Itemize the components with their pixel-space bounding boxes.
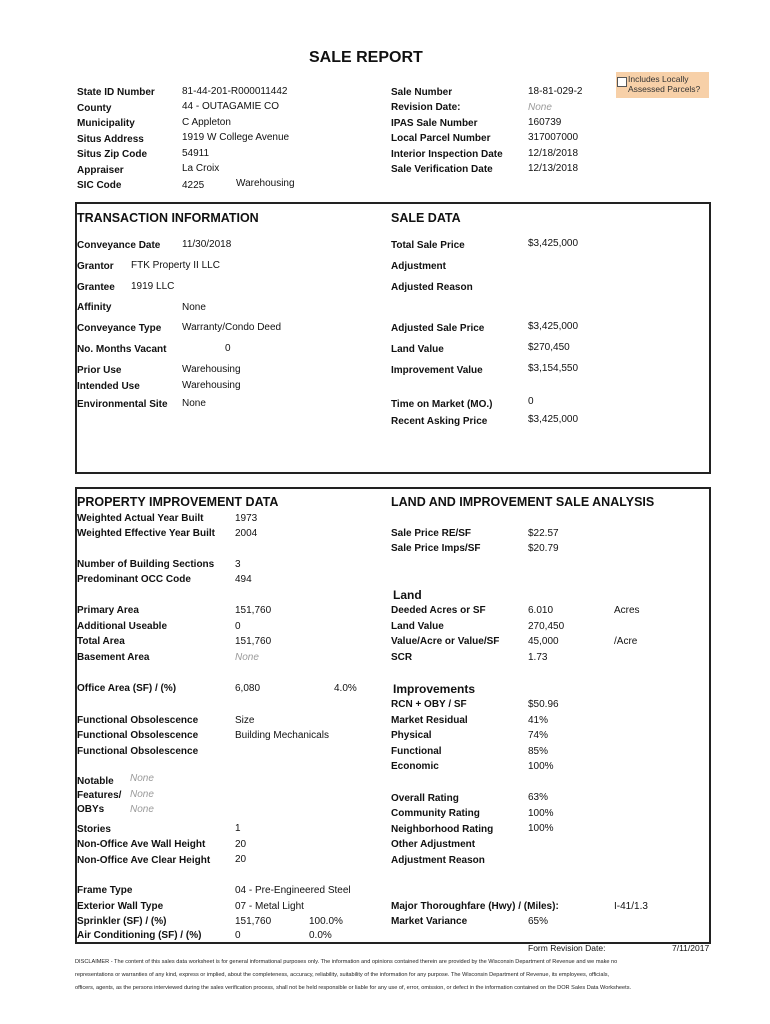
grantee-value: 1919 LLC [131,281,175,292]
building-sections-label: Number of Building Sections [77,559,215,570]
overall-rating-label: Overall Rating [391,793,459,804]
sale-verification-value: 12/13/2018 [528,163,579,174]
improvements-subheading: Improvements [393,682,476,696]
occ-code-value: 494 [235,574,252,585]
interior-inspection-value: 12/18/2018 [528,148,579,159]
sale-data-heading: SALE DATA [391,211,461,225]
form-revision-value: 7/11/2017 [672,943,710,953]
situs-address-value: 1919 W College Avenue [182,132,290,143]
other-adjustment-label: Other Adjustment [391,839,476,850]
conveyance-date-label: Conveyance Date [77,240,161,251]
deeded-acres-value: 6.010 [528,605,554,616]
sprinkler-label: Sprinkler (SF) / (%) [77,916,167,927]
air-conditioning-percent: 0.0% [309,930,332,941]
sic-code-value: 4225 [182,180,205,191]
grantor-label: Grantor [77,261,114,272]
affinity-label: Affinity [77,302,112,313]
additional-useable-label: Additional Useable [77,621,168,632]
functional-obsolescence-label-1: Functional Obsolescence [77,715,199,726]
overall-rating-value: 63% [528,792,549,803]
exterior-wall-label: Exterior Wall Type [77,901,164,912]
property-heading: PROPERTY IMPROVEMENT DATA [77,495,279,509]
notable-value-3: None [130,804,154,815]
interior-inspection-label: Interior Inspection Date [391,149,503,160]
value-per-acre-value: 45,000 [528,636,559,647]
total-area-value: 151,760 [235,636,272,647]
rcn-value: $50.96 [528,699,559,710]
functional-obsolescence-label-3: Functional Obsolescence [77,746,199,757]
clear-height-value: 20 [235,854,247,865]
total-area-label: Total Area [77,636,125,647]
environmental-value: None [182,398,206,409]
effective-year-value: 2004 [235,528,258,539]
environmental-label: Environmental Site [77,399,168,410]
sprinkler-percent: 100.0% [309,916,343,927]
total-price-value: $3,425,000 [528,238,579,249]
economic-value: 100% [528,761,554,772]
parcels-note-box [616,72,709,98]
deeded-acres-unit: Acres [614,605,640,616]
market-variance-value: 65% [528,916,549,927]
improvement-value-value: $3,154,550 [528,363,579,374]
basement-area-label: Basement Area [77,652,150,663]
scr-value: 1.73 [528,652,548,663]
building-sections-value: 3 [235,559,241,570]
time-on-market-label: Time on Market (MO.) [391,399,493,410]
parcels-note-text: Includes Locally Assessed Parcels? [628,74,701,94]
community-rating-label: Community Rating [391,808,480,819]
value-per-acre-unit: /Acre [614,636,638,647]
intended-use-label: Intended Use [77,381,140,392]
notable-value-1: None [130,773,154,784]
revision-date-label: Revision Date: [391,102,461,113]
primary-area-value: 151,760 [235,605,272,616]
adjustment-label: Adjustment [391,261,446,272]
local-parcel-label: Local Parcel Number [391,133,491,144]
land-subheading: Land [393,588,422,602]
notable-value-2: None [130,789,154,800]
conveyance-type-value: Warranty/Condo Deed [182,322,282,333]
air-conditioning-sf-value: 0 [235,930,241,941]
prior-use-label: Prior Use [77,365,122,376]
analysis-heading: LAND AND IMPROVEMENT SALE ANALYSIS [391,495,655,509]
stories-value: 1 [235,823,241,834]
recent-asking-value: $3,425,000 [528,414,579,425]
time-on-market-value: 0 [528,396,534,407]
grantor-value: FTK Property II LLC [131,260,220,271]
frame-type-value: 04 - Pre-Engineered Steel [235,885,351,896]
price-re-sf-value: $22.57 [528,528,559,539]
clear-height-label: Non-Office Ave Clear Height [77,855,211,866]
office-area-value: 6,080 [235,683,261,694]
neighborhood-rating-label: Neighborhood Rating [391,824,494,835]
conveyance-date-value: 11/30/2018 [182,239,232,250]
market-residual-value: 41% [528,715,549,726]
municipality-label: Municipality [77,118,135,129]
disclaimer-line-2: representations or warranties of any kind, express or implied, about the completeness, accuracy, reliability, suitability of the information for any purpose. The Wisconsin Department of Revenue, its employees, officials, [75,972,610,978]
basement-area-value: None [235,652,259,663]
conveyance-type-label: Conveyance Type [77,323,162,334]
state-id-value: 81-44-201-R000011442 [182,86,288,97]
revision-date-value: None [528,102,552,113]
county-value: 44 - OUTAGAMIE CO [182,101,280,112]
deeded-acres-label: Deeded Acres or SF [391,605,486,616]
sale-land-value-label: Land Value [391,344,444,355]
adjusted-reason-label: Adjusted Reason [391,282,473,293]
functional-obsolescence-value-1: Size [235,715,255,726]
exterior-wall-value: 07 - Metal Light [235,901,304,912]
additional-useable-value: 0 [235,621,241,632]
appraiser-label: Appraiser [77,165,124,176]
functional-obsolescence-value-2: Building Mechanicals [235,730,329,741]
adjusted-price-value: $3,425,000 [528,321,579,332]
form-revision-label: Form Revision Date: [528,943,606,953]
improvement-value-label: Improvement Value [391,365,483,376]
affinity-value: None [182,302,206,313]
local-parcel-value: 317007000 [528,132,579,143]
price-imps-sf-label: Sale Price Imps/SF [391,543,481,554]
stories-label: Stories [77,824,111,835]
page-title: SALE REPORT [309,49,423,66]
months-vacant-value: 0 [225,343,231,354]
wall-height-value: 20 [235,839,247,850]
intended-use-value: Warehousing [182,380,241,391]
actual-year-value: 1973 [235,513,258,524]
sprinkler-sf-value: 151,760 [235,916,272,927]
months-vacant-label: No. Months Vacant [77,344,167,355]
sic-code-label: SIC Code [77,180,122,191]
sale-number-value: 18-81-029-2 [528,86,583,97]
sale-number-label: Sale Number [391,87,453,98]
sale-land-value-value: $270,450 [528,342,570,353]
notable-label-3: OBYs [77,804,105,815]
recent-asking-label: Recent Asking Price [391,416,488,427]
wall-height-label: Non-Office Ave Wall Height [77,839,206,850]
grantee-label: Grantee [77,282,115,293]
physical-label: Physical [391,730,432,741]
price-imps-sf-value: $20.79 [528,543,559,554]
ipas-label: IPAS Sale Number [391,118,478,129]
air-conditioning-label: Air Conditioning (SF) / (%) [77,930,202,941]
frame-type-label: Frame Type [77,885,133,896]
situs-address-label: Situs Address [77,134,144,145]
state-id-label: State ID Number [77,87,155,98]
economic-label: Economic [391,761,439,772]
adjustment-reason-label: Adjustment Reason [391,855,485,866]
locally-assessed-checkbox[interactable] [617,77,627,87]
functional-value: 85% [528,746,549,757]
functional-obsolescence-label-2: Functional Obsolescence [77,730,199,741]
occ-code-label: Predominant OCC Code [77,574,191,585]
prior-use-value: Warehousing [182,364,241,375]
sale-verification-label: Sale Verification Date [391,164,493,175]
notable-label-2: Features/ [77,790,122,801]
analysis-land-value-label: Land Value [391,621,444,632]
disclaimer-line-3: officers, agents, as the persons interviewed during the sales verification process, shall not be held responsible or liable for any use of, error, omission, or defect in the information contained on the DOR Sales Data Worksheets. [75,985,632,991]
notable-label-1: Notable [77,776,114,787]
total-price-label: Total Sale Price [391,240,465,251]
functional-label: Functional [391,746,442,757]
primary-area-label: Primary Area [77,605,139,616]
thoroughfare-label: Major Thoroughfare (Hwy) / (Miles): [391,901,559,912]
situs-zip-label: Situs Zip Code [77,149,147,160]
physical-value: 74% [528,730,549,741]
rcn-label: RCN + OBY / SF [391,699,467,710]
scr-label: SCR [391,652,413,663]
effective-year-label: Weighted Effective Year Built [77,528,216,539]
county-label: County [77,103,112,114]
ipas-value: 160739 [528,117,562,128]
appraiser-value: La Croix [182,163,220,174]
community-rating-value: 100% [528,808,554,819]
actual-year-label: Weighted Actual Year Built [77,513,204,524]
neighborhood-rating-value: 100% [528,823,554,834]
office-area-label: Office Area (SF) / (%) [77,683,177,694]
market-residual-label: Market Residual [391,715,468,726]
analysis-land-value-value: 270,450 [528,621,565,632]
sic-code-description: Warehousing [236,178,295,189]
disclaimer-line-1: DISCLAIMER - The content of this sales data worksheet is for general informational purposes only. The information and opinions contained therein are provided by the Wisconsin Department of Revenue and we make no [75,959,618,965]
situs-zip-value: 54911 [182,148,210,159]
value-per-acre-label: Value/Acre or Value/SF [391,636,500,647]
transaction-heading: TRANSACTION INFORMATION [77,211,259,225]
municipality-value: C Appleton [182,117,231,128]
office-area-percent: 4.0% [334,683,357,694]
adjusted-price-label: Adjusted Sale Price [391,323,485,334]
thoroughfare-value: I-41/1.3 [614,901,648,912]
market-variance-label: Market Variance [391,916,468,927]
price-re-sf-label: Sale Price RE/SF [391,528,472,539]
